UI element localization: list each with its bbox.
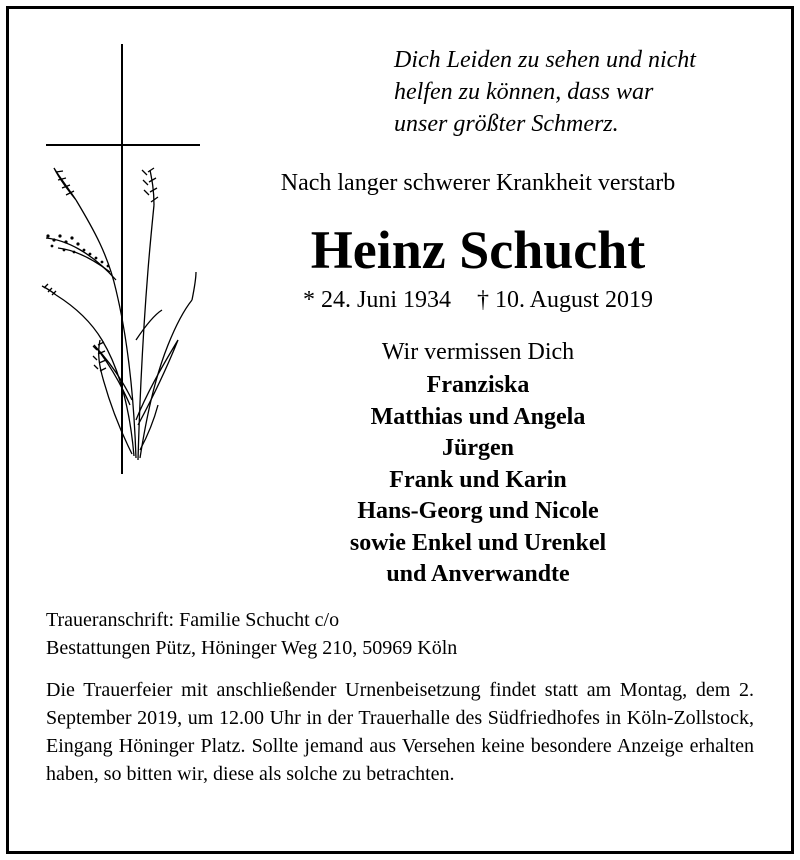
mourners-list bbox=[218, 370, 738, 591]
cross-icon bbox=[46, 44, 200, 474]
mourner: Matthias und Angela bbox=[370, 403, 586, 430]
mourner: Jürgen bbox=[442, 435, 514, 461]
mourner: Franziska bbox=[426, 372, 530, 398]
wheat-icon bbox=[42, 168, 196, 460]
life-dates bbox=[218, 284, 738, 316]
birth-date: * 24. Juni 1934 bbox=[302, 287, 451, 313]
miss-text: Wir vermissen Dich bbox=[381, 339, 575, 365]
mourner: Hans-Georg und Nicole bbox=[357, 498, 599, 524]
funeral-notice: Die Trauerfeier mit anschließender Urnenbeisetzung findet statt am Montag, dem 2. September 2019, um 12.00 Uhr in der Trauerhalle des Südfriedhofes in Köln-Zollstock, Eingang Höninger Platz. Sollte jemand aus Versehen keine besondere Anzeige erhalten haben, so bitten wir, diese als solche zu betrachten. bbox=[46, 679, 754, 785]
quote-line: unser größter Schmerz. bbox=[394, 111, 619, 137]
quote bbox=[394, 44, 774, 140]
intro-text: Nach langer schwerer Krankheit verstarb bbox=[280, 170, 676, 196]
deceased-name: Heinz Schucht bbox=[310, 220, 646, 280]
mourner: Frank und Karin bbox=[389, 466, 567, 493]
address-line: Bestattungen Pütz, Höninger Weg 210, 50969 Köln bbox=[46, 637, 458, 659]
mourner: sowie Enkel und Urenkel bbox=[349, 529, 607, 556]
address-line: Traueranschrift: Familie Schucht c/o bbox=[46, 609, 340, 631]
quote-line: helfen zu können, dass war bbox=[394, 79, 654, 105]
quote-line: Dich Leiden zu sehen und nicht bbox=[394, 47, 696, 73]
cross-and-wheat-illustration bbox=[36, 40, 211, 480]
mourning-address bbox=[46, 606, 766, 662]
death-date: † 10. August 2019 bbox=[477, 287, 654, 313]
mourner: und Anverwandte bbox=[386, 561, 570, 587]
